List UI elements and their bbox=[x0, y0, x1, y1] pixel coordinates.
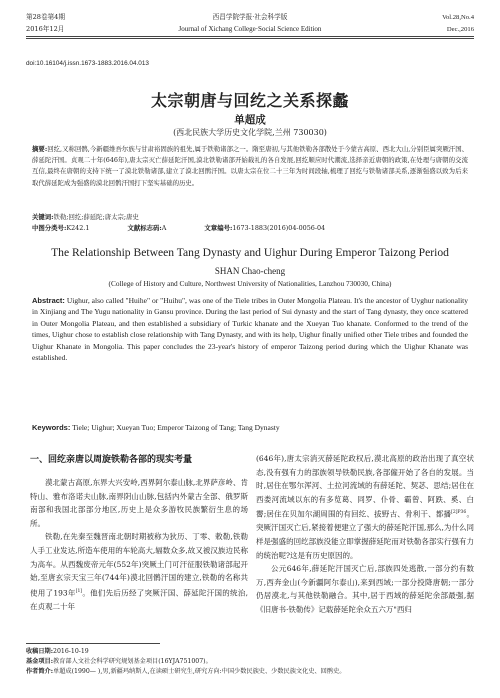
abstract-en bbox=[32, 295, 468, 363]
document-code: 文献标志码:A bbox=[127, 224, 167, 232]
footnote-author-bio: 作者简介:单超成(1990— ),男,新疆玛纳斯人,在读硕士研究生,研究方向:中国少数民族史、少数民族文化史、回鹘史。 bbox=[26, 668, 346, 675]
paper-title-cn: 太宗朝唐与回纥之关系探蠡 bbox=[150, 91, 349, 110]
keywords-cn bbox=[32, 212, 468, 222]
classification-line bbox=[32, 223, 468, 233]
doi: doi:10.16104/j.issn.1673-1883.2016.04.013 bbox=[26, 60, 149, 67]
abstract-en-text: Uighur, also called "Huihe" or "Huihu", was one of the Tiele tribes in Outer Mongolia Plateau. It's the ancestor of Uyghur nationality in Xinjiang and The Yugu nationality in Gansu province. During the last period of Sui dynasty and the start of Tang dynasty, they once scattered in Outer Mongolia Plateau, and then established a subsidiary of Turkic khanate and the Xueyan Tuo khanate. Conformed to the trend of the times, Uighur chose to establish close relationship with Tang Dynasty, and with its help, Uighur finally unified other Tiele tribes and founded the Uighur Khanate in Mongolia. This paper concludes the 23-year's history of emperor Taizong period during which the Uighur Khanate was established. bbox=[32, 296, 468, 363]
body-paragraph: 公元646年,薛延陀汗国灭亡后,部族四处逃散,一部分约有数万,西奔金山(今新疆阿尔泰山),来到西域;一部分投降唐朝;一部分仍居漠北,与其他铁勒融合。其中,居于西域的薛延陀余部最强,据《旧唐书·铁勒传》记载薛延陀余众五六万"西归 bbox=[256, 564, 474, 615]
keywords-cn-label: 关键词: bbox=[32, 213, 54, 221]
abstract-en-label: Abstract: bbox=[32, 296, 65, 305]
author-en: SHAN Chao-cheng bbox=[214, 266, 286, 276]
section-heading: 一、回纥亲唐以周旋铁勒各部的现实考量 bbox=[30, 455, 193, 465]
issue-cn: 第28卷第4期 bbox=[26, 13, 65, 21]
abstract-cn bbox=[32, 144, 468, 189]
keywords-en-text: Tiele; Uighur; Xueyan Tuo; Emperor Taizong of Tang; Tang Dynasty bbox=[72, 423, 280, 432]
date-en: Dec.,2016 bbox=[446, 26, 474, 33]
date-cn: 2016年12月 bbox=[26, 25, 65, 33]
affiliation-cn: (西北民族大学历史文化学院,兰州 730030) bbox=[173, 128, 327, 137]
journal-name-en: Journal of Xichang College·Social Science Edition bbox=[178, 25, 322, 33]
keywords-en bbox=[32, 423, 468, 432]
body-paragraph: 铁勒,在先秦至魏晋南北朝时期被称为狄历、丁零、敕勒,铁勒人手工业发达,所造车使用的车轮高大,辐数众多,故又被汉族边民称为高车。从西魏废帝元年(552年)突厥土门可汗征服铁勒诸部起开始,至唐玄宗天宝三年(744年)漠北回鹘汗国的建立,铁勒的名称共使用了193年[1]。他们先后历经了突厥汗国、薛延陀汗国的统治,在贞观二十年 bbox=[30, 532, 248, 611]
keywords-en-label: Keywords: bbox=[32, 423, 71, 432]
body-column-left bbox=[30, 452, 248, 613]
footnote-fund: 基金项目:教育部人文社会科学研究规划基金项目(16YJA751007)。 bbox=[26, 658, 212, 665]
keywords-cn-text: 铁勒;回纥;薛延陀;唐太宗;唐史 bbox=[53, 213, 139, 221]
author-cn: 单超成 bbox=[234, 114, 266, 126]
abstract-cn-text: 回纥,又称回鹘,今新疆维吾尔族与甘肃裕固族的祖先,属于铁勒诸部之一。隋至唐初,与其他铁勒各部散处于今蒙古高原、西北大山,分别臣属突厥汗国、薛延陀汗国。贞观二十年(646年),唐太宗灭亡薛延陀汗国,漠北铁勒诸部开始载礼的各自发展,回纥顺应时代潮流,选择亲近唐朝的政策,在处理与唐朝的交流互信,最终在唐朝的支持下统一了漠北铁勒诸部,建立了漠北回鹘汗国。以唐太宗在位二十三年为时间段轴,梳理了回纥与铁勒诸部关系,逐渐强盛以致为后来取代薛延陀成为强盛的漠北回鹘汗国打下坚实基础的历史。 bbox=[32, 145, 469, 187]
abstract-cn-label: 摘要: bbox=[32, 145, 48, 153]
volume-number: Vol.28,No.4 bbox=[442, 14, 474, 21]
body-paragraph: (646年),唐太宗消灭薛延陀政权后,漠北高原的政治出现了真空状态,没有强有力的部族领导铁勒民族,各部僱开始了各自的发展。当时,居住在鄂尔浑河、土拉河流域的有薛延陀、契苾、思结;居住在西娄河流域以东的有多览葛、同罗、仆骨、霸曾、阿跌、奚、白霫;居住在贝加尔湖周围的有回纥、拔野古、骨利干、都播$^{[2]P36}$。突厥汗国灭亡后,紧接着便建立了强大的薛延陀汗国,那么,为什么同样是强盛的回纥部族没能立即掌握薛延陀而对铁勒各部实行强有力的统治呢?这是有历史原因的。 bbox=[256, 454, 474, 560]
clc-number: 中图分类号:K242.1 bbox=[32, 224, 90, 232]
header-rule-thin bbox=[26, 38, 474, 39]
paper-title-en: The Relationship Between Tang Dynasty and Uighur During Emperor Taizong Period bbox=[51, 246, 449, 259]
body-column-right bbox=[256, 452, 474, 617]
footnote-rule bbox=[26, 643, 160, 644]
affiliation-en: (College of History and Culture, Northwest University of Nationalities, Lanzhou 730030, China) bbox=[108, 279, 392, 288]
citation: [1] bbox=[75, 588, 83, 594]
citation: [2]P36 bbox=[451, 510, 467, 516]
header-rule bbox=[26, 36, 474, 37]
footnote-received: 收稿日期:2016-10-19 bbox=[26, 648, 89, 655]
body-paragraph: 漠北蒙古高原,东界大兴安岭,西界阿尔泰山脉,北界萨彦岭、肯特山、雅布洛诺夫山脉,南界阴山山脉,包括内外蒙古全部、俄罗斯南部和我国北部部分地区,历史上是众多游牧民族繁衍生息的场所。 bbox=[30, 478, 248, 528]
journal-name-cn: 西昌学院学报·社会科学版 bbox=[212, 13, 288, 21]
article-number: 文章编号:1673-1883(2016)04-0056-04 bbox=[204, 224, 326, 232]
